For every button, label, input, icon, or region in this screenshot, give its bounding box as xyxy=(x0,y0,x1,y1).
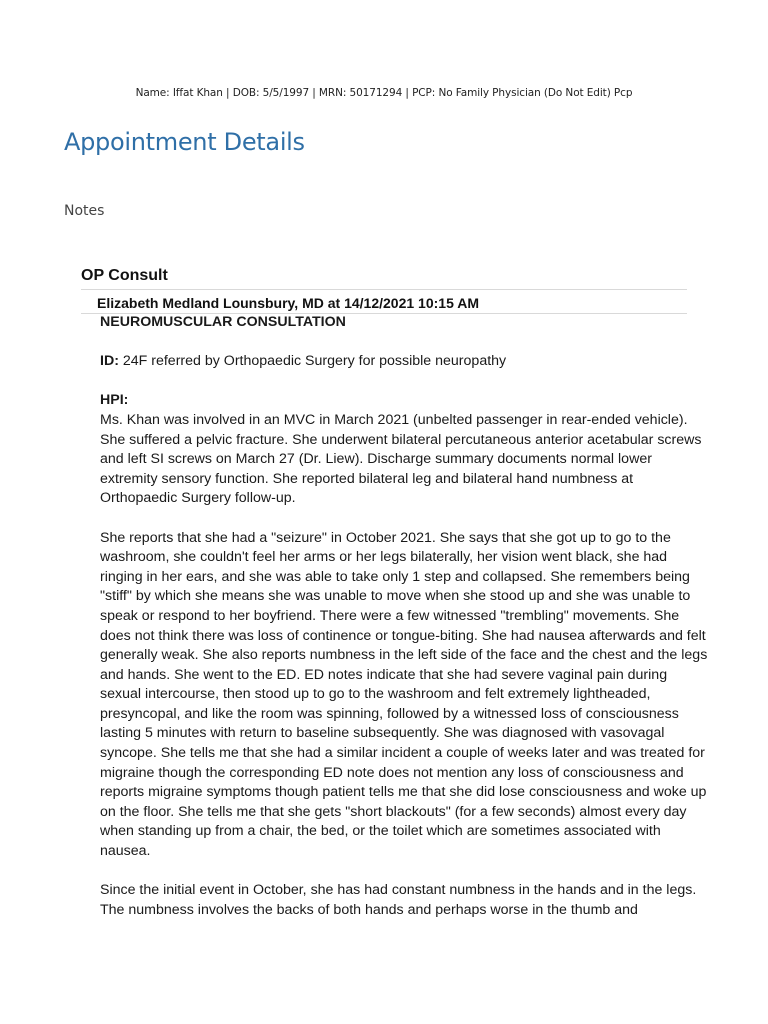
id-label: ID: xyxy=(100,353,119,370)
hpi-paragraph: Ms. Khan was involved in an MVC in March 2021 (unbelted passenger in rear-ended vehicle). She suffered a pelvic fracture. She underwent bilateral percutaneous anterior acetabular screws and left SI screws on March 27 (Dr. Liew). Discharge summary documents normal lower extremity sensory function. She reported bilateral leg and bilateral hand numbness at Orthopaedic Surgery follow-up. xyxy=(100,411,702,507)
hpi-paragraph: Since the initial event in October, she has had constant numbness in the hands and in the legs. The numbness involves the backs of both hands and perhaps worse in the thumb and xyxy=(100,882,697,918)
id-line xyxy=(100,352,712,372)
page-title: Appointment Details xyxy=(64,128,305,156)
hpi-label: HPI: xyxy=(100,392,129,409)
note-author-line: Elizabeth Medland Lounsbury, MD at 14/12/2021 10:15 AM xyxy=(97,295,479,311)
note-type-title: OP Consult xyxy=(81,267,168,284)
hpi-paragraph: She reports that she had a "seizure" in October 2021. She says that she got up to go to the washroom, she couldn't feel her arms or her legs bilaterally, her vision went black, she had ringing in her ears, and she was able to take only 1 step and collapsed. She remembers being "stiff" by which she means she was unable to move when she stood up and she was unable to speak or respond to her boyfriend. There were a few witnessed "trembling" movements. She does not think there was loss of continence or tongue-biting. She had nausea afterwards and felt generally weak. She also reports numbness in the left side of the face and the chest and the legs and hands. She went to the ED. ED notes indicate that she had severe vaginal pain during sexual intercourse, then stood up to go to the washroom and felt extremely lightheaded, presyncopal, and like the room was spinning, followed by a witnessed loss of consciousness lasting 5 minutes with return to baseline subsequently. She was diagnosed with vasovagal syncope. She tells me that she had a similar incident a couple of weeks later and was treated for migraine though the corresponding ED note does not mention any loss of consciousness and reports migraine symptoms though patient tells me that she did lose consciousness and woke up on the floor. She tells me that she gets "short blackouts" (for a few seconds) almost every day when standing up from a chair, the bed, or the toilet which are sometimes associated with nausea. xyxy=(100,529,708,860)
divider xyxy=(81,289,687,290)
note-body xyxy=(100,313,712,920)
notes-section-label: Notes xyxy=(64,203,105,219)
patient-banner: Name: Iffat Khan | DOB: 5/5/1997 | MRN: 50171294 | PCP: No Family Physician (Do Not Edit) Pcp xyxy=(135,87,633,99)
consultation-heading: NEUROMUSCULAR CONSULTATION xyxy=(100,314,346,330)
id-text: 24F referred by Orthopaedic Surgery for possible neuropathy xyxy=(118,353,507,370)
